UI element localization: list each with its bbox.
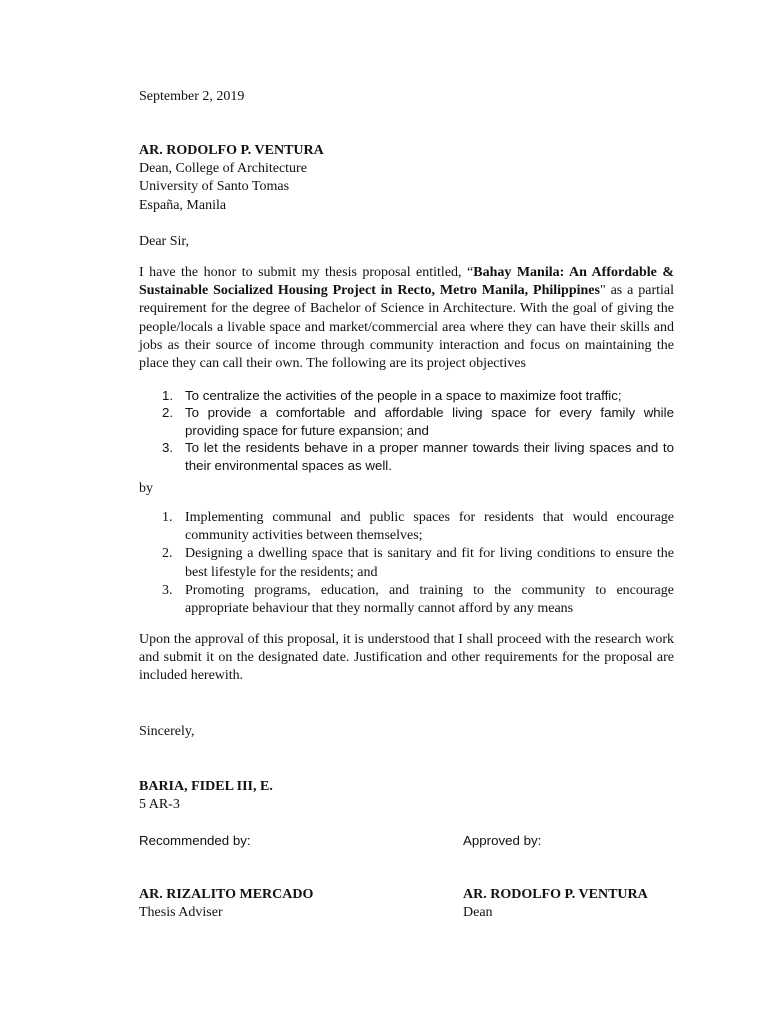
intro-paragraph: [139, 264, 674, 373]
closing-paragraph: Upon the approval of this proposal, it is understood that I shall proceed with the research work and submit it on the designated date. Justification and other requirements for the proposal are included herewith.: [139, 632, 674, 684]
list-item: 3. To let the residents behave in a proper manner towards their living spaces and to their environmental spaces as well.: [162, 440, 674, 473]
list-item: 1. To centralize the activities of the people in a space to maximize foot traffic;: [162, 388, 622, 403]
sender-name: BARIA, FIDEL III, E.: [139, 779, 273, 794]
recipient-block: [139, 142, 674, 215]
adviser-signature-block: [139, 886, 313, 922]
letter-date: September 2, 2019: [139, 89, 245, 104]
list-item: 2. Designing a dwelling space that is sanitary and fit for living conditions to ensure the best lifestyle for the residents; and: [162, 546, 674, 580]
dean-name: AR. RODOLFO P. VENTURA: [463, 887, 648, 902]
adviser-title: Thesis Adviser: [139, 905, 223, 921]
sender-section: 5 AR-3: [139, 797, 180, 813]
objectives-list: [139, 387, 674, 474]
methods-list: [139, 509, 674, 618]
dean-title: Dean: [463, 905, 493, 921]
thesis-title: Bahay Manila: An Affordable & Sustainable Socialized Housing Project in Recto, Metro Manila, Philippines: [139, 265, 675, 299]
intro-rest: " as a partial requirement for the degree of Bachelor of Science in Architecture. With the goal of giving the people/locals a livable space and market/commercial area where they can have their skills and jobs as their source of income through community interaction and focus on maintaining the place they can call their own. The following are its project objectives: [139, 283, 674, 372]
list-item: 2. To provide a comfortable and affordable living space for every family while providing space for future expansion; and: [162, 405, 674, 438]
recipient-title: Dean, College of Architecture: [139, 161, 307, 177]
list-item: 1. Implementing communal and public spaces for residents that would encourage community activities between themselves;: [162, 510, 674, 544]
recipient-name: AR. RODOLFO P. VENTURA: [139, 143, 324, 158]
list-item: 3. Promoting programs, education, and training to the community to encourage appropriate behaviour that they normally cannot afford by any means: [162, 582, 674, 617]
sign-off: Sincerely,: [139, 724, 195, 739]
connector-text: by: [139, 481, 153, 496]
dean-signature-block: [463, 886, 648, 922]
intro-lead: I have the honor to submit my thesis proposal entitled, “: [139, 265, 474, 280]
recipient-institution: University of Santo Tomas: [139, 179, 290, 195]
recipient-location: España, Manila: [139, 197, 227, 213]
adviser-name: AR. RIZALITO MERCADO: [139, 887, 314, 902]
sender-block: [139, 778, 273, 814]
recommended-by-label: Recommended by:: [139, 833, 251, 848]
salutation: Dear Sir,: [139, 234, 189, 249]
approved-by-label: Approved by:: [463, 833, 542, 848]
